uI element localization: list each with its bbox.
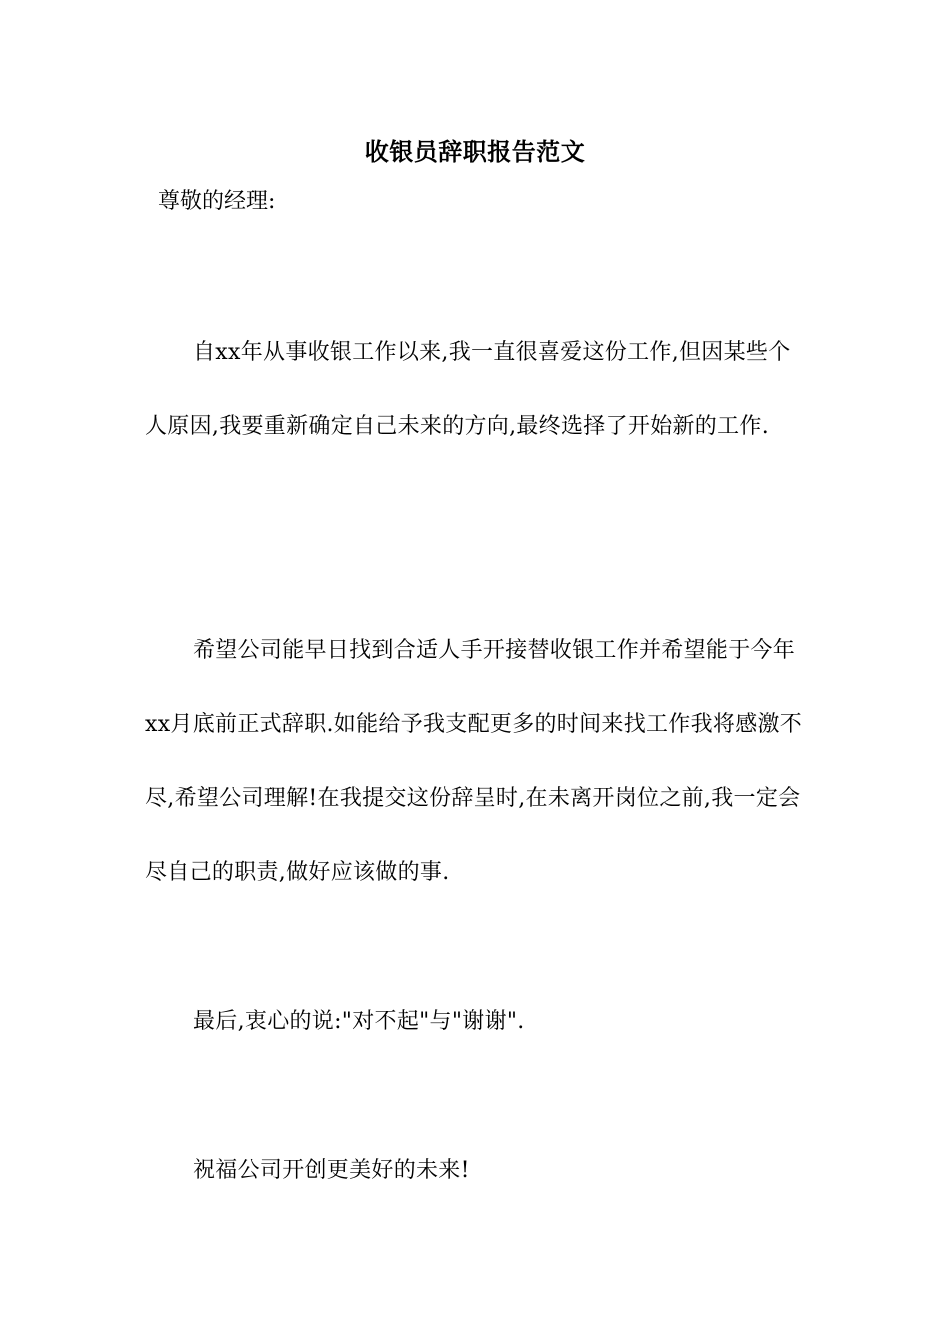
paragraph-2: 希望公司能早日找到合适人手开接替收银工作并希望能于今年xx月底前正式辞职.如能给予我支配更多的时间来找工作我将感激不尽,希望公司理解!在我提交这份辞呈时,在未离开岗位之前,我一定会尽自己的职责,做好应该做的事. bbox=[145, 638, 803, 885]
paragraph-4: 祝福公司开创更美好的未来! bbox=[193, 1158, 470, 1183]
salutation: 尊敬的经理: bbox=[158, 189, 276, 214]
paragraph-3: 最后,衷心的说:"对不起"与"谢谢". bbox=[193, 1009, 525, 1034]
document-title: 收银员辞职报告范文 bbox=[364, 137, 586, 166]
paragraph-1: 自xx年从事收银工作以来,我一直很喜爱这份工作,但因某些个人原因,我要重新确定自己未来的方向,最终选择了开始新的工作. bbox=[145, 340, 791, 439]
